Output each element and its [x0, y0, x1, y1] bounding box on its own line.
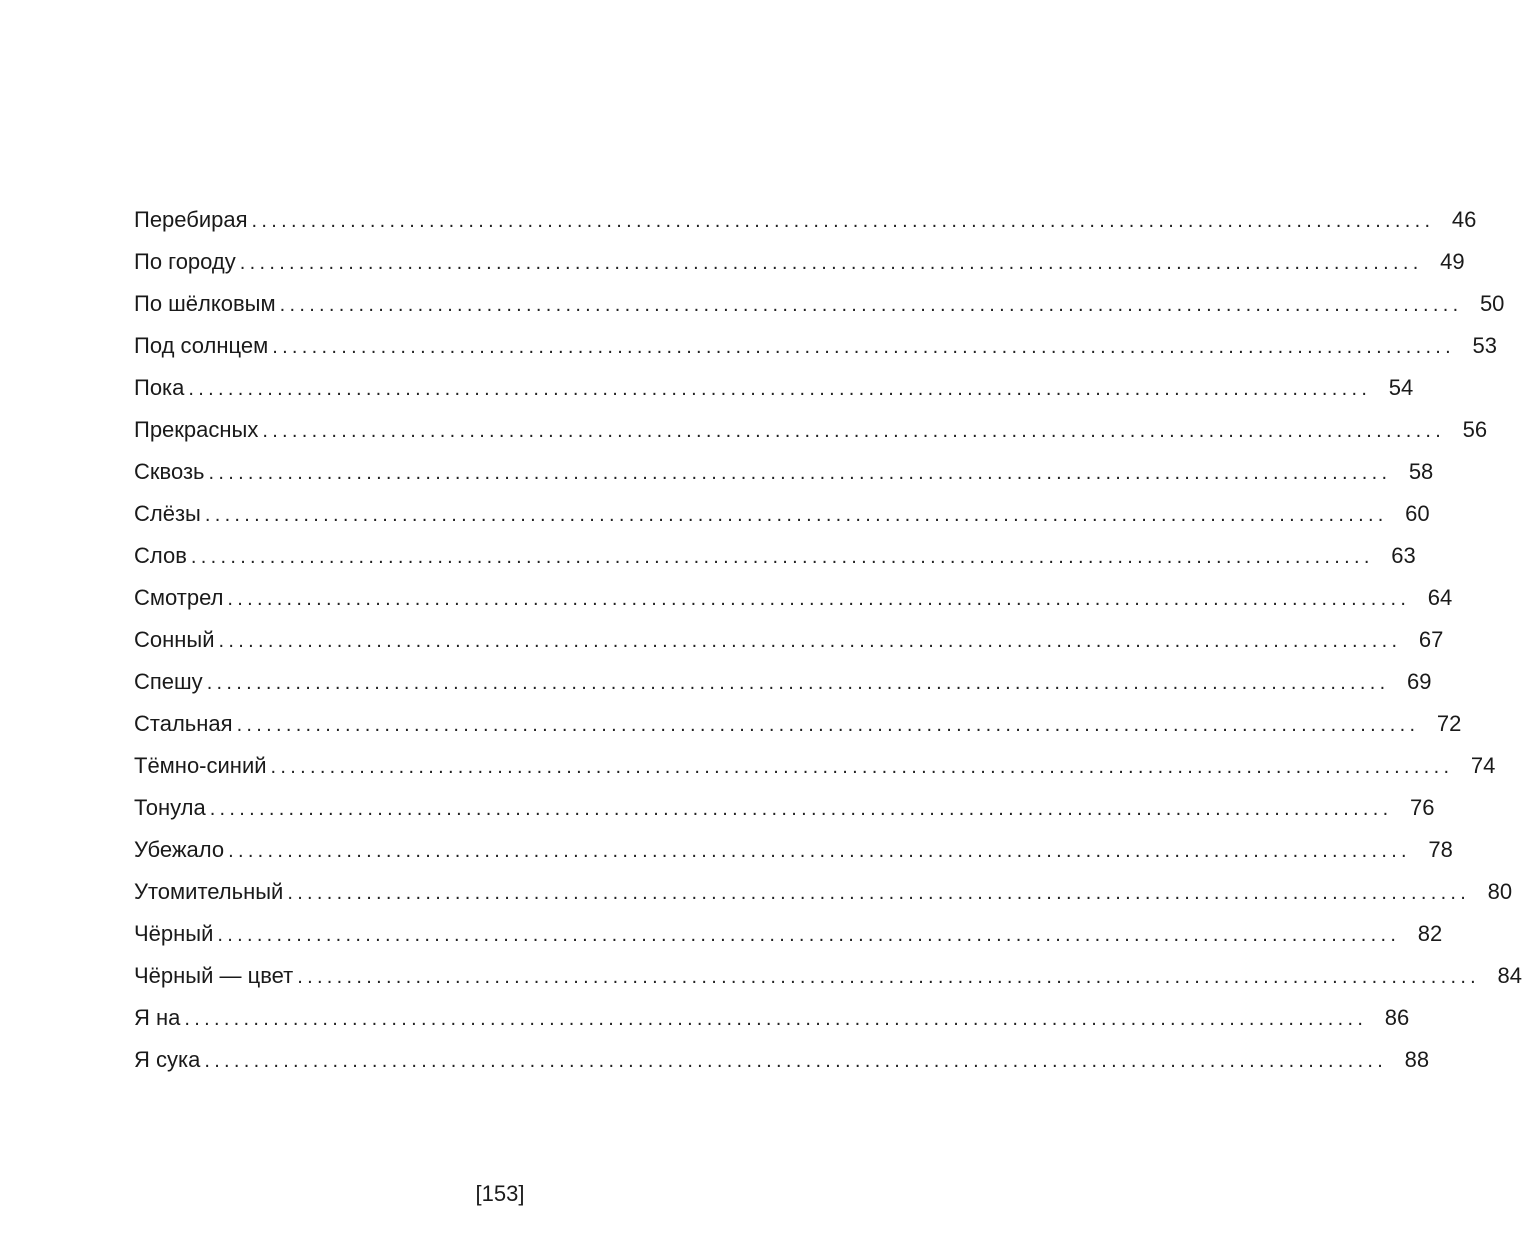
toc-entry-page: 86 [1384, 1005, 1410, 1030]
toc-entry [134, 787, 1435, 829]
toc-entry [134, 703, 1462, 745]
toc-entry [134, 241, 1465, 283]
toc-entry [134, 577, 1453, 619]
toc-entry [134, 745, 1496, 787]
toc-entry-title: Смотрел [134, 585, 224, 610]
toc-entry-page: 63 [1391, 543, 1416, 568]
toc-entry [134, 367, 1414, 409]
toc-entry [134, 535, 1416, 577]
toc-entry-page: 74 [1470, 753, 1496, 778]
toc-entry-title: Я сука [134, 1047, 201, 1072]
toc-entry [134, 661, 1432, 703]
toc-entry-title: Спешу [134, 669, 203, 694]
toc-entry-title: Я на [134, 1005, 181, 1030]
dot-leader: ........................................................................................................................ [279, 294, 1463, 316]
toc-entry-page: 80 [1487, 879, 1513, 904]
dot-leader: ........................................................................................................................ [208, 462, 1392, 484]
dot-leader: ........................................................................................................................ [287, 882, 1471, 904]
toc-entry-page: 50 [1479, 291, 1505, 316]
dot-leader: ........................................................................................................................ [204, 1050, 1388, 1072]
toc-entry [134, 325, 1498, 367]
dot-leader: ........................................................................................................................ [204, 504, 1388, 526]
toc-entry [134, 871, 1513, 913]
toc-entry-title: Сквозь [134, 459, 205, 484]
toc-entry-title: Пока [134, 375, 185, 400]
toc-entry-page: 72 [1436, 711, 1462, 736]
toc-entry [134, 955, 1522, 997]
toc-entry-page: 84 [1497, 963, 1522, 988]
toc-entry-title: Слов [134, 543, 187, 568]
toc-entry [134, 409, 1488, 451]
toc-entry [134, 1039, 1430, 1081]
toc-entry-title: По городу [134, 249, 236, 274]
toc-entry-page: 88 [1404, 1047, 1430, 1072]
dot-leader: ........................................................................................................................ [227, 588, 1411, 610]
dot-leader: ........................................................................................................................ [209, 798, 1393, 820]
dot-leader: ........................................................................................................................ [184, 1008, 1368, 1030]
dot-leader: ........................................................................................................................ [188, 378, 1372, 400]
dot-leader: ........................................................................................................................ [297, 966, 1481, 988]
toc-entry-title: По шёлковым [134, 291, 276, 316]
dot-leader: ........................................................................................................................ [272, 336, 1456, 358]
toc-entry-page: 78 [1428, 837, 1453, 862]
toc-entry-title: Под солнцем [134, 333, 269, 358]
toc-entry-title: Утомительный [134, 879, 284, 904]
toc-entry-page: 53 [1472, 333, 1498, 358]
dot-leader: ........................................................................................................................ [190, 546, 1374, 568]
toc-entry [134, 829, 1453, 871]
toc-entry-page: 56 [1462, 417, 1488, 442]
dot-leader: ........................................................................................................................ [206, 672, 1390, 694]
dot-leader: ........................................................................................................................ [251, 210, 1435, 232]
toc-entry-page: 46 [1451, 207, 1477, 232]
toc-entry-title: Тёмно-синий [134, 753, 267, 778]
toc-entry [134, 493, 1430, 535]
toc-entry [134, 997, 1410, 1039]
toc-entry-page: 82 [1417, 921, 1443, 946]
toc-entry-title: Перебирая [134, 207, 248, 232]
toc-entry-page: 54 [1388, 375, 1414, 400]
toc-entry [134, 283, 1505, 325]
dot-leader: ........................................................................................................................ [239, 252, 1423, 274]
toc-entry-title: Чёрный — цвет [134, 963, 294, 988]
toc-entry-page: 67 [1418, 627, 1444, 652]
toc-entry-page: 76 [1410, 795, 1435, 820]
toc-entry-title: Убежало [134, 837, 225, 862]
dot-leader: ........................................................................................................................ [218, 630, 1402, 652]
toc-entry [134, 913, 1443, 955]
dot-leader: ........................................................................................................................ [262, 420, 1446, 442]
toc-entry-title: Прекрасных [134, 417, 259, 442]
toc-entry-page: 64 [1427, 585, 1453, 610]
toc-entry-page: 69 [1407, 669, 1432, 694]
dot-leader: ........................................................................................................................ [236, 714, 1420, 736]
dot-leader: ........................................................................................................................ [228, 840, 1411, 862]
table-of-contents [134, 199, 1522, 1081]
toc-entry-title: Тонула [134, 795, 206, 820]
dot-leader: ........................................................................................................................ [270, 756, 1454, 778]
toc-entry [134, 451, 1434, 493]
dot-leader: ........................................................................................................................ [217, 924, 1401, 946]
page-number: [153] [475, 1181, 525, 1206]
toc-entry-title: Стальная [134, 711, 233, 736]
toc-entry-title: Слёзы [134, 501, 201, 526]
toc-entry [134, 199, 1477, 241]
toc-entry-title: Чёрный [134, 921, 214, 946]
toc-entry-title: Сонный [134, 627, 215, 652]
toc-entry [134, 619, 1444, 661]
toc-entry-page: 49 [1440, 249, 1465, 274]
toc-entry-page: 60 [1405, 501, 1430, 526]
toc-entry-page: 58 [1408, 459, 1434, 484]
